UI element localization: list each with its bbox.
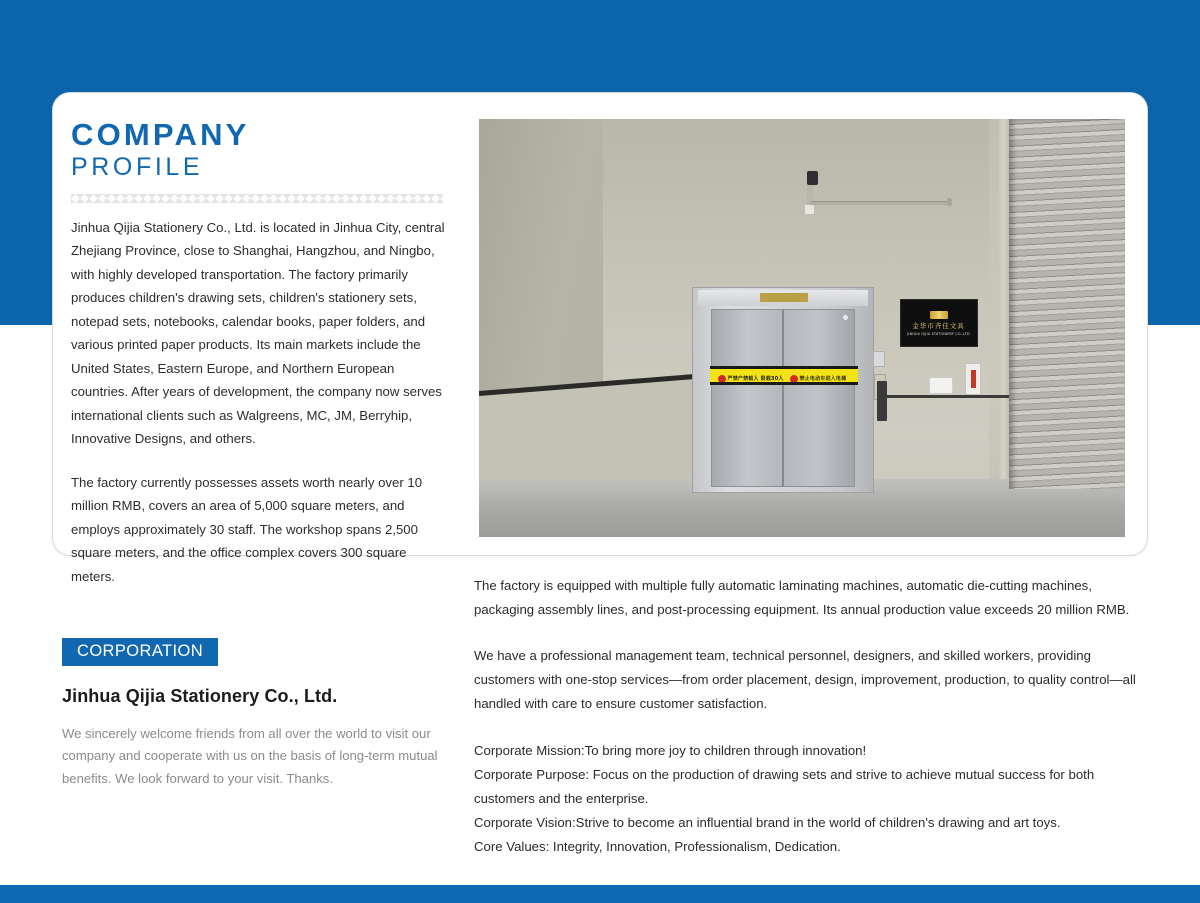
photo-wainscot	[479, 378, 694, 495]
corporate-purpose: Corporate Purpose: Focus on the production of drawing sets and strive to achieve mutual success for both customers and the enterprise.	[474, 767, 1095, 806]
corporation-column	[62, 638, 452, 790]
factory-elevator-photo	[479, 119, 1125, 537]
company-logo-icon	[930, 311, 948, 319]
zigzag-divider	[71, 194, 443, 203]
photo-wall-panel	[873, 351, 885, 367]
photo-conduit-end	[947, 198, 952, 206]
corporate-mission: Corporate Mission:To bring more joy to children through innovation!	[474, 743, 867, 758]
photo-conduit-pipe	[811, 201, 951, 205]
warning-icon	[790, 375, 798, 383]
photo-tape-text-right: 禁止电动车进入电梯	[799, 376, 847, 382]
profile-text-column	[53, 93, 461, 584]
photo-company-plaque	[900, 299, 978, 347]
bottom-blue-bar	[0, 885, 1200, 903]
photo-plaque-english-name: JINHUA QIJIA STATIONERY CO.,LTD	[907, 331, 970, 336]
photo-roller-shutter-door	[1009, 119, 1125, 511]
photo-elevator-door-knob	[843, 315, 848, 320]
photo-wall-notice	[929, 377, 953, 394]
factory-photo-column	[461, 93, 1147, 555]
profile-paragraph-1: Jinhua Qijia Stationery Co., Ltd. is located in Jinhua City, central Zhejiang Province, close to Shanghai, Hangzhou, and Ningbo, with highly developed transportation. The factory primarily produces children's drawing sets, children's stationery sets, notepad sets, notebooks, calendar books, paper folders, and various printed paper products. Its main markets include the United States, Eastern Europe, and Northern European countries. After years of development, the company now serves international clients such as Walgreens, MC, JM, Berryhip, Innovative Designs, and others.	[71, 219, 445, 447]
profile-paragraph-2: The factory currently possesses assets worth nearly over 10 million RMB, covers an area of 5,000 square meters, and employs approximately 30 staff. The workshop spans 2,500 square meters, and the office complex covers 300 square meters.	[71, 474, 423, 584]
photo-junction-box	[805, 205, 814, 214]
photo-camera-icon	[807, 171, 818, 185]
photo-warning-tape-segment-left	[718, 372, 784, 385]
photo-elevator-door-split	[782, 309, 784, 487]
welcome-text: We sincerely welcome friends from all over the world to visit our company and cooperate with us on the basis of long-term mutual benefits. We look forward to your visit. Thanks.	[62, 725, 438, 786]
lower-section	[0, 560, 1200, 885]
photo-tape-text-left: 严禁产禁载人 限载30人	[727, 376, 784, 382]
mission-block	[474, 739, 1142, 859]
page-title-profile: PROFILE	[71, 152, 204, 181]
page-title-company: COMPANY	[71, 117, 250, 152]
details-column	[474, 574, 1142, 859]
photo-fire-extinguisher-sign	[965, 363, 981, 395]
corporate-vision: Corporate Vision:Strive to become an influential brand in the world of children's drawing and art toys.	[474, 815, 1061, 830]
core-values: Core Values: Integrity, Innovation, Professionalism, Dedication.	[474, 839, 841, 854]
photo-access-keypad	[877, 381, 887, 421]
photo-plaque-chinese-name: 金华市齐佳文具	[912, 321, 965, 330]
photo-warning-tape	[710, 366, 858, 385]
photo-wall-pillar	[999, 119, 1009, 519]
company-name-heading: Jinhua Qijia Stationery Co., Ltd.	[62, 685, 338, 706]
corporation-badge: CORPORATION	[62, 638, 218, 666]
photo-elevator-capacity-label	[760, 293, 808, 302]
profile-description	[71, 216, 445, 589]
warning-icon	[718, 375, 726, 383]
photo-wall-trim-line	[874, 395, 1009, 398]
photo-floor	[479, 489, 1125, 537]
details-paragraph-1: The factory is equipped with multiple fully automatic laminating machines, automatic die-cutting machines, packaging assembly lines, and post-processing equipment. Its annual production value exceeds 20 million RMB.	[474, 578, 1130, 617]
photo-warning-tape-segment-right	[790, 372, 847, 385]
company-profile-card	[52, 92, 1148, 584]
details-paragraph-2: We have a professional management team, technical personnel, designers, and skilled workers, providing customers with one-stop services—from order placement, design, improvement, production, to quality control—all handled with care to ensure customer satisfaction.	[474, 648, 1136, 711]
